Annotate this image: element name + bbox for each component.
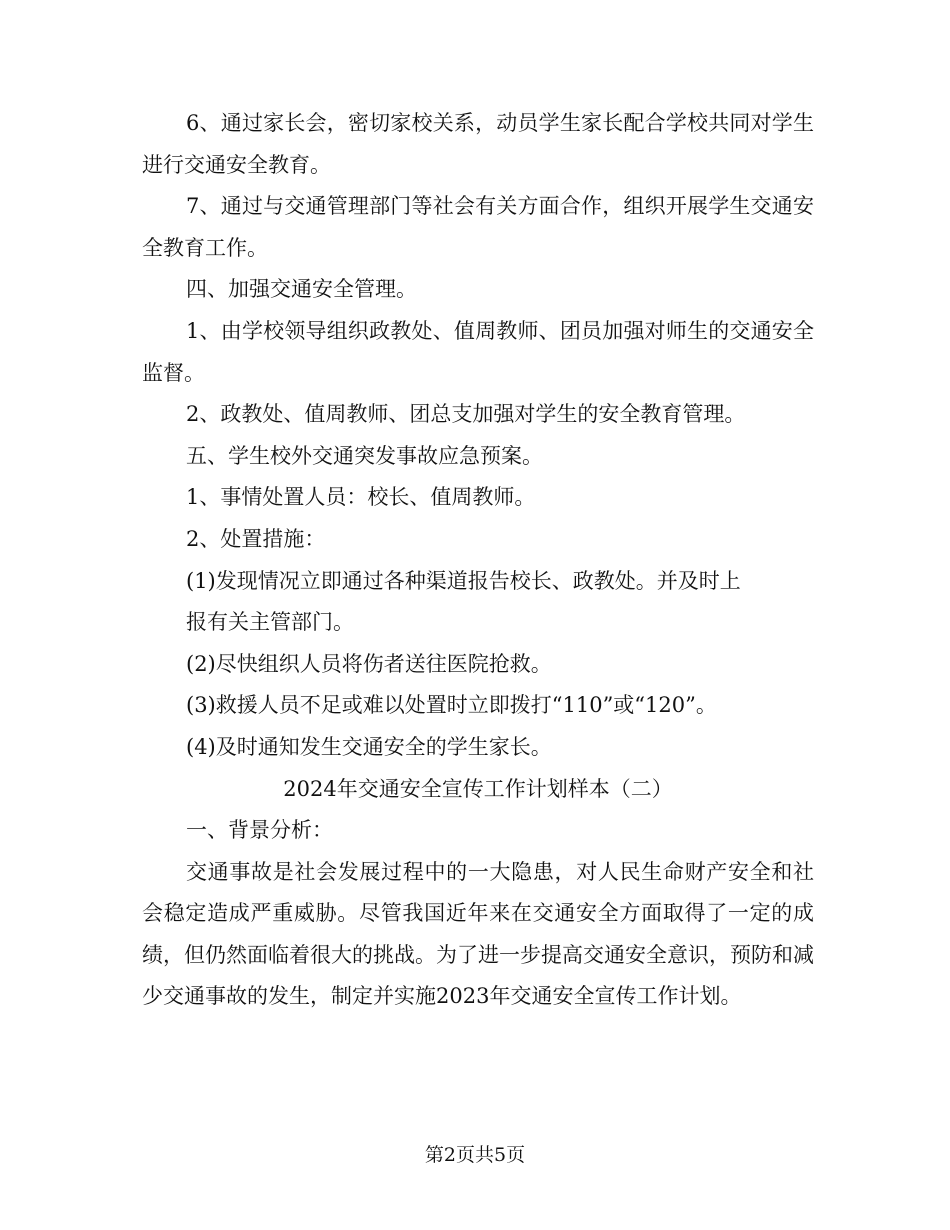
paragraph: 1、事情处置人员：校长、值周教师。 (186, 485, 536, 510)
list-item: 报有关主管部门。 (186, 610, 354, 635)
page-number: 第2页共5页 (424, 1144, 526, 1166)
paragraph: 2、处置措施： (186, 526, 326, 551)
document-body (142, 103, 814, 1018)
paragraph: 交通事故是社会发展过程中的一大隐患，对人民生命财产安全和社会稳定造成严重威胁。尽管我国近年来在交通安全方面取得了一定的成绩，但仍然面临着很大的挑战。为了进一步提高交通安全意识，预防和减少交通事故的发生，制定并实施2023年交通安全宣传工作计划。 (142, 859, 814, 1009)
paragraph: 6、通过家长会，密切家校关系，动员学生家长配合学校共同对学生进行交通安全教育。 (142, 111, 814, 177)
paragraph: 7、通过与交通管理部门等社会有关方面合作，组织开展学生交通安全教育工作。 (142, 194, 814, 260)
paragraph: 2、政教处、值周教师、团总支加强对学生的安全教育管理。 (186, 402, 746, 427)
section-heading: 五、学生校外交通突发事故应急预案。 (186, 443, 543, 468)
document-title: 2024年交通安全宣传工作计划样本（二） (283, 776, 673, 801)
list-item: (2)尽快组织人员将伤者送往医院抢救。 (186, 651, 552, 676)
paragraph: 1、由学校领导组织政教处、值周教师、团员加强对师生的交通安全监督。 (142, 318, 814, 385)
list-item: (1)发现情况立即通过各种渠道报告校长、政教处。并及时上 (186, 568, 741, 593)
section-heading: 四、加强交通安全管理。 (186, 277, 417, 302)
list-item: (3)救援人员不足或难以处置时立即拨打“110”或“120”。 (186, 693, 717, 718)
list-item: (4)及时通知发生交通安全的学生家长。 (186, 734, 552, 759)
section-heading: 一、背景分析： (186, 818, 333, 843)
